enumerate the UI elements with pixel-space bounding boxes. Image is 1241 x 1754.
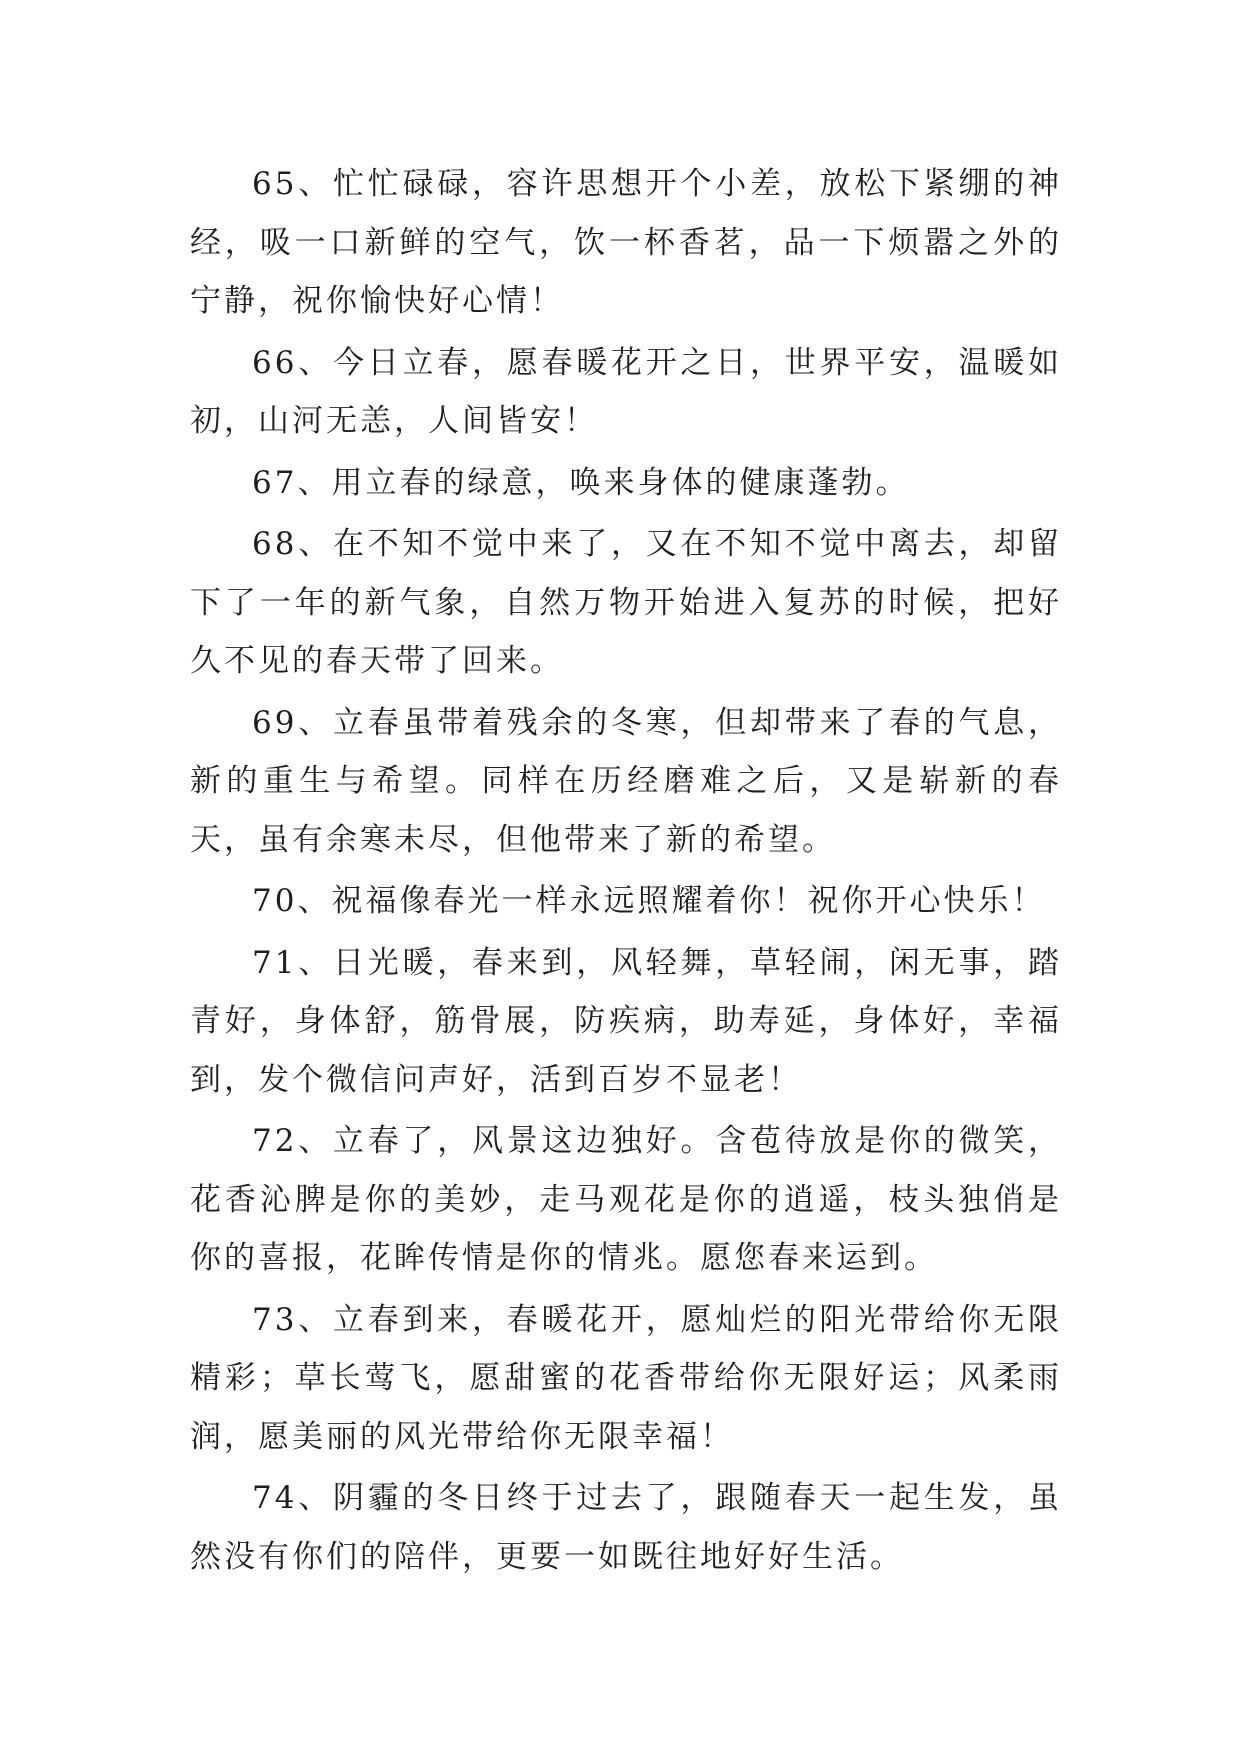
paragraph-65: 65、忙忙碌碌，容许思想开个小差，放松下紧绷的神经，吸一口新鲜的空气，饮一杯香茗，品一下烦嚣之外的宁静，祝你愉快好心情！ bbox=[190, 166, 1062, 319]
paragraph-70: 70、祝福像春光一样永远照耀着你！祝你开心快乐！ bbox=[252, 883, 1046, 919]
paragraph-67: 67、用立春的绿意，唤来身体的健康蓬勃。 bbox=[252, 464, 910, 501]
paragraph-73: 73、立春到来，春暖花开，愿灿烂的阳光带给你无限精彩；草长莺飞，愿甜蜜的花香带给你无限好运；风柔雨润，愿美丽的风光带给你无限幸福！ bbox=[190, 1301, 1062, 1455]
paragraph-66: 66、今日立春，愿春暖花开之日，世界平安，温暖如初，山河无恙，人间皆安！ bbox=[190, 344, 1062, 439]
document-body bbox=[190, 155, 1062, 1589]
paragraph-74: 74、阴霾的冬日终于过去了，跟随春天一起生发，虽然没有你们的陪伴，更要一如既往地好好生活。 bbox=[190, 1480, 1062, 1575]
paragraph-69: 69、立春虽带着残余的冬寒，但却带来了春的气息，新的重生与希望。同样在历经磨难之后，又是崭新的春天，虽有余寒未尽，但他带来了新的希望。 bbox=[190, 704, 1062, 858]
paragraph-68: 68、在不知不觉中来了，又在不知不觉中离去，却留下了一年的新气象，自然万物开始进入复苏的时候，把好久不见的春天带了回来。 bbox=[190, 526, 1062, 679]
paragraph-72: 72、立春了，风景这边独好。含苞待放是你的微笑，花香沁脾是你的美妙，走马观花是你的逍遥，枝头独俏是你的喜报，花眸传情是你的情兆。愿您春来运到。 bbox=[190, 1123, 1062, 1276]
paragraph-71: 71、日光暖，春来到，风轻舞，草轻闹，闲无事，踏青好，身体舒，筋骨展，防疾病，助寿延，身体好，幸福到，发个微信问声好，活到百岁不显老！ bbox=[190, 944, 1062, 1098]
